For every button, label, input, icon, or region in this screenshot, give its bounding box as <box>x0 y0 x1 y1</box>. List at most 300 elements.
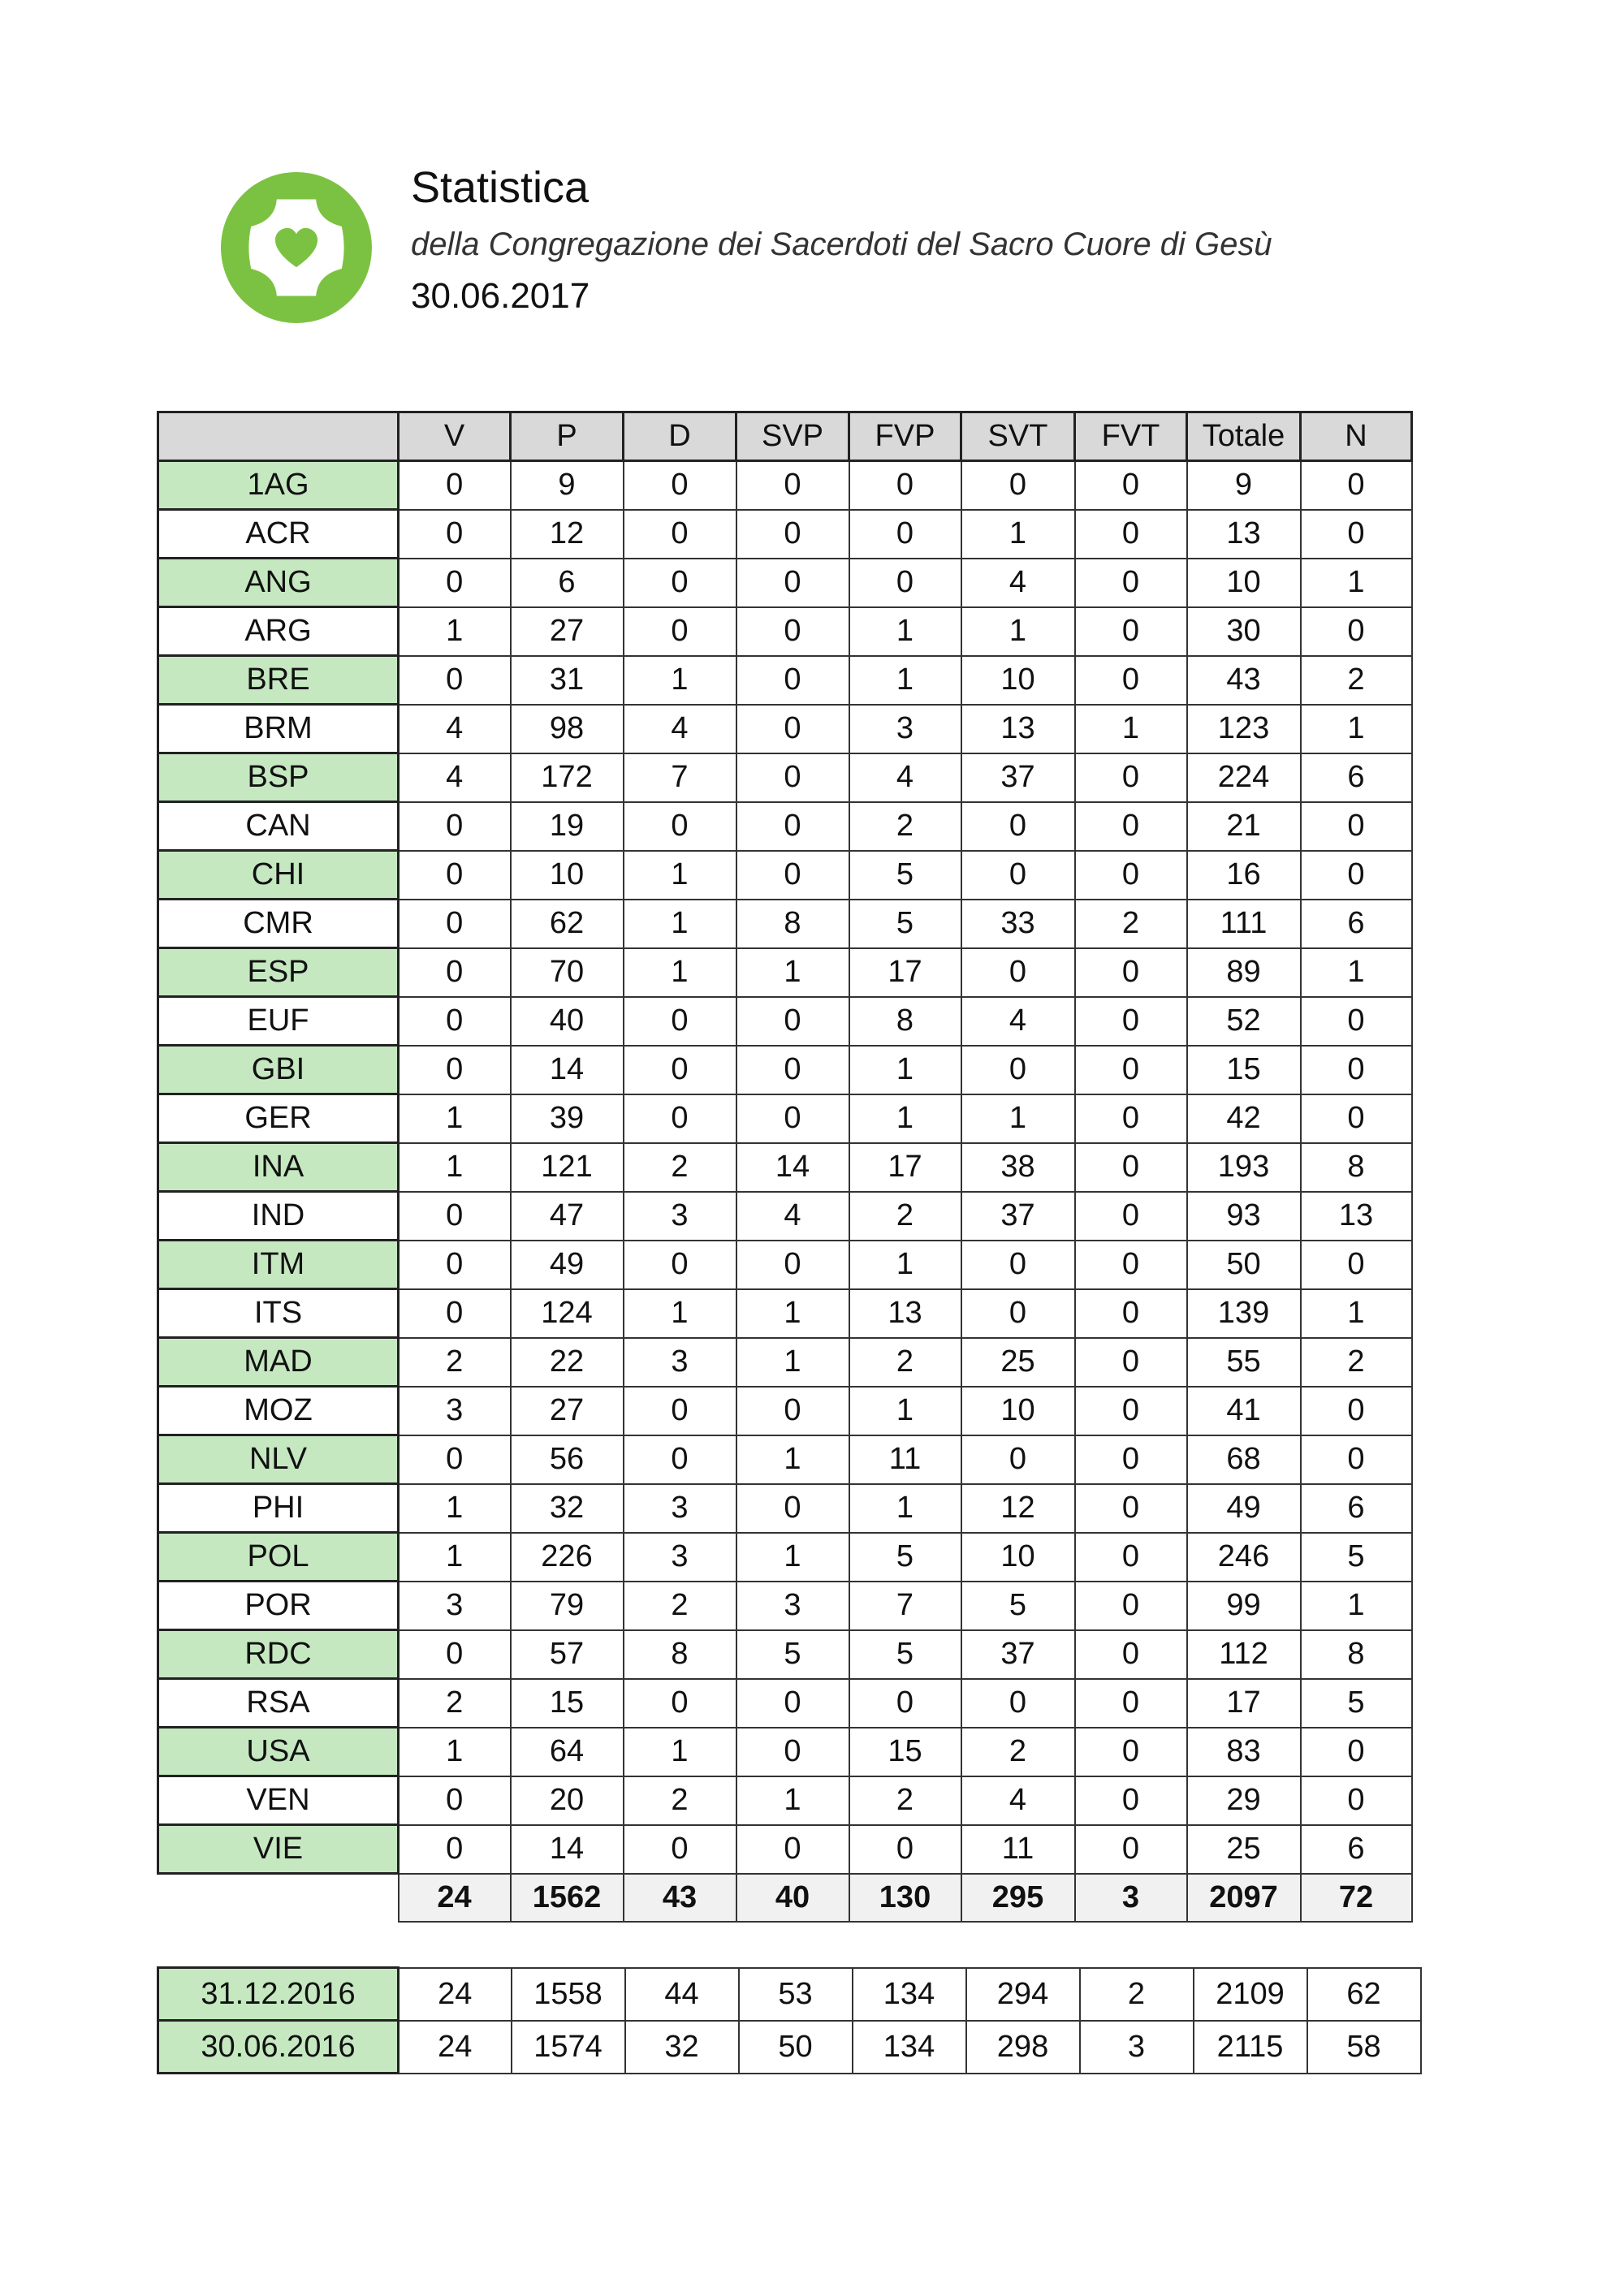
table-row <box>158 1825 1412 1874</box>
table-cell: 1 <box>1301 1289 1412 1338</box>
table-cell: 0 <box>1075 1825 1187 1874</box>
table-cell: 70 <box>511 948 624 997</box>
table-cell: 0 <box>1075 1289 1187 1338</box>
table-cell: 0 <box>1075 1533 1187 1582</box>
table-cell: 5 <box>961 1582 1075 1630</box>
table-row <box>158 753 1412 802</box>
table-cell: 14 <box>511 1825 624 1874</box>
table-cell: 0 <box>736 1046 849 1094</box>
table-cell: 1 <box>624 656 736 705</box>
table-cell: 17 <box>1187 1679 1301 1728</box>
table-cell: 4 <box>399 705 511 753</box>
table-cell: 0 <box>736 851 849 900</box>
table-cell: 6 <box>1301 1825 1412 1874</box>
table-cell: 1 <box>736 1338 849 1387</box>
table-cell: 37 <box>961 1192 1075 1241</box>
table-row <box>158 705 1412 753</box>
table-row <box>158 851 1412 900</box>
table-cell: 19 <box>511 802 624 851</box>
table-cell: 0 <box>1301 461 1412 510</box>
table-row <box>158 997 1412 1046</box>
table-cell: 5 <box>849 1533 961 1582</box>
table-cell: 1 <box>849 1241 961 1289</box>
row-label: BRE <box>158 656 399 705</box>
table-cell: 5 <box>1301 1533 1412 1582</box>
table-cell: 5 <box>849 851 961 900</box>
table-cell: 111 <box>1187 900 1301 948</box>
table-cell: 0 <box>1075 1630 1187 1679</box>
table-cell: 0 <box>624 1046 736 1094</box>
table-cell: 224 <box>1187 753 1301 802</box>
table-cell: 89 <box>1187 948 1301 997</box>
row-label: BRM <box>158 705 399 753</box>
table-cell: 22 <box>511 1338 624 1387</box>
table-cell: 4 <box>849 753 961 802</box>
table-cell: 39 <box>511 1094 624 1143</box>
table-cell: 0 <box>961 802 1075 851</box>
table-cell: 25 <box>1187 1825 1301 1874</box>
table-cell: 0 <box>736 1094 849 1143</box>
table-cell: 10 <box>1187 559 1301 607</box>
row-label: CAN <box>158 802 399 851</box>
table-cell: 3 <box>736 1582 849 1630</box>
table-cell: 7 <box>849 1582 961 1630</box>
table-cell: 0 <box>849 461 961 510</box>
row-label: EUF <box>158 997 399 1046</box>
column-header: SVT <box>961 412 1075 461</box>
table-row <box>158 1533 1412 1582</box>
table-cell: 2 <box>1301 1338 1412 1387</box>
table-cell: 0 <box>624 461 736 510</box>
table-cell: 0 <box>399 1630 511 1679</box>
table-cell: 0 <box>1075 510 1187 559</box>
table-row <box>158 900 1412 948</box>
table-cell: 4 <box>399 753 511 802</box>
table-cell: 1 <box>1075 705 1187 753</box>
table-cell: 139 <box>1187 1289 1301 1338</box>
table-cell: 0 <box>624 510 736 559</box>
row-label: MOZ <box>158 1387 399 1435</box>
table-cell: 0 <box>1301 1776 1412 1825</box>
table-cell: 0 <box>624 802 736 851</box>
table-cell: 47 <box>511 1192 624 1241</box>
table-cell: 2 <box>849 802 961 851</box>
history-cell: 2115 <box>1194 2021 1307 2074</box>
table-row <box>158 802 1412 851</box>
table-row <box>158 948 1412 997</box>
column-header: D <box>624 412 736 461</box>
table-row <box>158 1387 1412 1435</box>
row-label: BSP <box>158 753 399 802</box>
table-row <box>158 1728 1412 1776</box>
table-cell: 1 <box>399 1728 511 1776</box>
table-cell: 123 <box>1187 705 1301 753</box>
table-cell: 27 <box>511 607 624 656</box>
table-row <box>158 1046 1412 1094</box>
table-cell: 1 <box>399 607 511 656</box>
table-cell: 112 <box>1187 1630 1301 1679</box>
table-cell: 0 <box>736 802 849 851</box>
table-cell: 2 <box>624 1143 736 1192</box>
table-cell: 0 <box>849 559 961 607</box>
table-cell: 50 <box>1187 1241 1301 1289</box>
history-cell: 24 <box>399 1968 512 2021</box>
table-cell: 0 <box>624 607 736 656</box>
table-cell: 0 <box>399 1435 511 1484</box>
row-label: RDC <box>158 1630 399 1679</box>
table-cell: 1 <box>1301 948 1412 997</box>
total-cell: 43 <box>624 1874 736 1922</box>
table-cell: 10 <box>961 1387 1075 1435</box>
table-cell: 0 <box>1075 1338 1187 1387</box>
table-cell: 1 <box>736 1435 849 1484</box>
table-cell: 0 <box>961 1289 1075 1338</box>
table-row <box>158 1289 1412 1338</box>
column-header: SVP <box>736 412 849 461</box>
page-subtitle: della Congregazione dei Sacerdoti del Sacro Cuore di Gesù <box>411 227 1272 262</box>
table-cell: 7 <box>624 753 736 802</box>
table-cell: 2 <box>624 1582 736 1630</box>
column-header: FVP <box>849 412 961 461</box>
total-cell: 130 <box>849 1874 961 1922</box>
table-cell: 121 <box>511 1143 624 1192</box>
table-cell: 0 <box>399 1289 511 1338</box>
history-row <box>158 2021 1421 2074</box>
scj-cross-heart-icon <box>221 172 372 323</box>
history-cell: 298 <box>966 2021 1080 2074</box>
table-cell: 12 <box>961 1484 1075 1533</box>
table-cell: 3 <box>624 1484 736 1533</box>
table-cell: 0 <box>1075 656 1187 705</box>
header-row <box>158 412 1412 461</box>
table-cell: 8 <box>1301 1630 1412 1679</box>
history-row <box>158 1968 1421 2021</box>
statistics-table <box>157 411 1413 1923</box>
table-cell: 79 <box>511 1582 624 1630</box>
table-cell: 0 <box>1301 1094 1412 1143</box>
table-cell: 17 <box>849 1143 961 1192</box>
table-cell: 4 <box>961 1776 1075 1825</box>
column-header: V <box>399 412 511 461</box>
table-cell: 13 <box>1301 1192 1412 1241</box>
table-cell: 0 <box>1075 802 1187 851</box>
table-cell: 1 <box>849 1094 961 1143</box>
table-cell: 49 <box>1187 1484 1301 1533</box>
table-cell: 1 <box>736 1776 849 1825</box>
table-cell: 2 <box>961 1728 1075 1776</box>
table-cell: 3 <box>624 1533 736 1582</box>
table-cell: 1 <box>736 1533 849 1582</box>
table-cell: 0 <box>736 1825 849 1874</box>
report-date: 30.06.2017 <box>411 276 590 316</box>
table-cell: 98 <box>511 705 624 753</box>
table-cell: 8 <box>1301 1143 1412 1192</box>
table-cell: 0 <box>736 705 849 753</box>
table-cell: 29 <box>1187 1776 1301 1825</box>
table-cell: 0 <box>1301 802 1412 851</box>
table-cell: 0 <box>624 997 736 1046</box>
table-cell: 0 <box>399 559 511 607</box>
table-cell: 6 <box>511 559 624 607</box>
table-cell: 1 <box>849 1484 961 1533</box>
table-cell: 1 <box>849 656 961 705</box>
table-cell: 0 <box>399 1825 511 1874</box>
table-cell: 0 <box>1075 1582 1187 1630</box>
history-cell: 1574 <box>512 2021 625 2074</box>
table-cell: 0 <box>1075 851 1187 900</box>
table-cell: 0 <box>624 1435 736 1484</box>
history-cell: 58 <box>1307 2021 1421 2074</box>
table-cell: 4 <box>736 1192 849 1241</box>
row-label: ANG <box>158 559 399 607</box>
table-row <box>158 1094 1412 1143</box>
table-cell: 56 <box>511 1435 624 1484</box>
table-cell: 32 <box>511 1484 624 1533</box>
column-header: Totale <box>1187 412 1301 461</box>
history-cell: 3 <box>1080 2021 1194 2074</box>
total-cell: 40 <box>736 1874 849 1922</box>
table-cell: 8 <box>849 997 961 1046</box>
row-label: GBI <box>158 1046 399 1094</box>
table-cell: 3 <box>849 705 961 753</box>
table-cell: 4 <box>961 559 1075 607</box>
table-cell: 0 <box>1075 753 1187 802</box>
table-row <box>158 1338 1412 1387</box>
row-label: CHI <box>158 851 399 900</box>
table-cell: 172 <box>511 753 624 802</box>
table-cell: 1 <box>624 851 736 900</box>
table-cell: 1 <box>624 900 736 948</box>
table-row <box>158 461 1412 510</box>
table-cell: 10 <box>961 1533 1075 1582</box>
table-cell: 0 <box>399 1192 511 1241</box>
row-label: CMR <box>158 900 399 948</box>
table-cell: 0 <box>399 997 511 1046</box>
row-label: USA <box>158 1728 399 1776</box>
table-cell: 27 <box>511 1387 624 1435</box>
table-cell: 0 <box>961 461 1075 510</box>
history-cell: 32 <box>625 2021 739 2074</box>
total-cell: 1562 <box>511 1874 624 1922</box>
table-row <box>158 1435 1412 1484</box>
row-label: ARG <box>158 607 399 656</box>
table-cell: 30 <box>1187 607 1301 656</box>
table-cell: 1 <box>736 1289 849 1338</box>
table-cell: 0 <box>736 461 849 510</box>
table-row <box>158 1582 1412 1630</box>
table-cell: 14 <box>736 1143 849 1192</box>
table-cell: 0 <box>399 948 511 997</box>
row-label: ITS <box>158 1289 399 1338</box>
table-cell: 0 <box>1075 559 1187 607</box>
table-cell: 0 <box>961 1435 1075 1484</box>
table-cell: 0 <box>1301 1435 1412 1484</box>
table-cell: 2 <box>399 1679 511 1728</box>
table-row <box>158 1630 1412 1679</box>
table-cell: 1 <box>849 1046 961 1094</box>
table-row <box>158 1192 1412 1241</box>
table-cell: 5 <box>1301 1679 1412 1728</box>
table-cell: 0 <box>1075 1192 1187 1241</box>
row-label: GER <box>158 1094 399 1143</box>
table-cell: 1 <box>961 607 1075 656</box>
table-cell: 0 <box>1075 1046 1187 1094</box>
table-cell: 6 <box>1301 753 1412 802</box>
table-cell: 14 <box>511 1046 624 1094</box>
row-label: IND <box>158 1192 399 1241</box>
table-cell: 0 <box>624 1679 736 1728</box>
table-cell: 0 <box>736 1679 849 1728</box>
table-cell: 9 <box>1187 461 1301 510</box>
table-cell: 0 <box>1075 1728 1187 1776</box>
table-cell: 0 <box>624 1241 736 1289</box>
table-cell: 0 <box>1075 1484 1187 1533</box>
table-cell: 1 <box>399 1484 511 1533</box>
table-body <box>158 461 1412 1922</box>
table-cell: 0 <box>399 1046 511 1094</box>
table-cell: 5 <box>736 1630 849 1679</box>
table-cell: 6 <box>1301 900 1412 948</box>
table-cell: 0 <box>736 607 849 656</box>
table-cell: 0 <box>399 851 511 900</box>
table-cell: 0 <box>736 997 849 1046</box>
table-cell: 1 <box>1301 705 1412 753</box>
table-cell: 41 <box>1187 1387 1301 1435</box>
history-table <box>157 1966 1422 2074</box>
table-cell: 2 <box>849 1192 961 1241</box>
table-row <box>158 559 1412 607</box>
table-cell: 21 <box>1187 802 1301 851</box>
table-cell: 0 <box>1301 510 1412 559</box>
table-row <box>158 656 1412 705</box>
table-row <box>158 510 1412 559</box>
table-cell: 0 <box>399 802 511 851</box>
table-cell: 0 <box>961 1679 1075 1728</box>
history-cell: 53 <box>739 1968 853 2021</box>
total-cell: 72 <box>1301 1874 1412 1922</box>
row-label: MAD <box>158 1338 399 1387</box>
row-label: POL <box>158 1533 399 1582</box>
table-cell: 0 <box>736 559 849 607</box>
history-cell: 50 <box>739 2021 853 2074</box>
table-cell: 15 <box>1187 1046 1301 1094</box>
table-cell: 2 <box>1301 656 1412 705</box>
table-cell: 1 <box>624 1289 736 1338</box>
table-cell: 0 <box>1075 1094 1187 1143</box>
history-cell: 1558 <box>512 1968 625 2021</box>
table-cell: 0 <box>1075 948 1187 997</box>
table-cell: 83 <box>1187 1728 1301 1776</box>
table-cell: 93 <box>1187 1192 1301 1241</box>
table-row <box>158 1143 1412 1192</box>
table-cell: 15 <box>511 1679 624 1728</box>
table-cell: 10 <box>961 656 1075 705</box>
table-cell: 33 <box>961 900 1075 948</box>
table-cell: 20 <box>511 1776 624 1825</box>
table-cell: 1 <box>1301 559 1412 607</box>
table-cell: 0 <box>624 559 736 607</box>
table-cell: 40 <box>511 997 624 1046</box>
table-cell: 42 <box>1187 1094 1301 1143</box>
total-cell: 2097 <box>1187 1874 1301 1922</box>
table-cell: 25 <box>961 1338 1075 1387</box>
table-cell: 64 <box>511 1728 624 1776</box>
table-cell: 0 <box>399 900 511 948</box>
table-cell: 5 <box>849 900 961 948</box>
table-cell: 246 <box>1187 1533 1301 1582</box>
table-cell: 1 <box>849 1387 961 1435</box>
table-cell: 0 <box>961 1241 1075 1289</box>
row-label: PHI <box>158 1484 399 1533</box>
history-cell: 134 <box>853 2021 966 2074</box>
table-cell: 0 <box>961 948 1075 997</box>
table-cell: 13 <box>961 705 1075 753</box>
table-cell: 57 <box>511 1630 624 1679</box>
table-cell: 0 <box>624 1094 736 1143</box>
table-cell: 0 <box>1301 1387 1412 1435</box>
table-cell: 0 <box>849 1825 961 1874</box>
table-cell: 0 <box>736 1728 849 1776</box>
row-label: RSA <box>158 1679 399 1728</box>
row-label: ITM <box>158 1241 399 1289</box>
table-cell: 0 <box>1075 1435 1187 1484</box>
table-cell: 99 <box>1187 1582 1301 1630</box>
table-row <box>158 1679 1412 1728</box>
table-cell: 37 <box>961 753 1075 802</box>
table-cell: 10 <box>511 851 624 900</box>
table-cell: 9 <box>511 461 624 510</box>
history-cell: 2 <box>1080 1968 1194 2021</box>
table-cell: 15 <box>849 1728 961 1776</box>
history-cell: 44 <box>625 1968 739 2021</box>
table-cell: 6 <box>1301 1484 1412 1533</box>
history-body <box>158 1968 1421 2074</box>
table-cell: 0 <box>1075 1776 1187 1825</box>
table-cell: 13 <box>1187 510 1301 559</box>
table-cell: 2 <box>849 1338 961 1387</box>
table-cell: 193 <box>1187 1143 1301 1192</box>
table-cell: 0 <box>736 1387 849 1435</box>
table-header <box>158 412 1412 461</box>
table-cell: 62 <box>511 900 624 948</box>
table-cell: 0 <box>1301 1241 1412 1289</box>
table-cell: 2 <box>849 1776 961 1825</box>
table-cell: 3 <box>624 1338 736 1387</box>
table-cell: 0 <box>1075 1679 1187 1728</box>
table-cell: 17 <box>849 948 961 997</box>
table-cell: 0 <box>736 1484 849 1533</box>
table-cell: 0 <box>399 461 511 510</box>
table-cell: 0 <box>961 851 1075 900</box>
table-cell: 0 <box>1075 607 1187 656</box>
table-cell: 1 <box>399 1094 511 1143</box>
table-cell: 1 <box>624 1728 736 1776</box>
row-label: NLV <box>158 1435 399 1484</box>
table-cell: 0 <box>1301 1728 1412 1776</box>
table-cell: 0 <box>1075 1241 1187 1289</box>
row-label: INA <box>158 1143 399 1192</box>
table-cell: 0 <box>1301 851 1412 900</box>
history-label: 30.06.2016 <box>158 2021 399 2074</box>
table-cell: 124 <box>511 1289 624 1338</box>
column-header: P <box>511 412 624 461</box>
table-cell: 38 <box>961 1143 1075 1192</box>
table-cell: 0 <box>736 1241 849 1289</box>
row-label: VIE <box>158 1825 399 1874</box>
table-cell: 1 <box>961 1094 1075 1143</box>
table-cell: 0 <box>1301 997 1412 1046</box>
table-cell: 2 <box>1075 900 1187 948</box>
